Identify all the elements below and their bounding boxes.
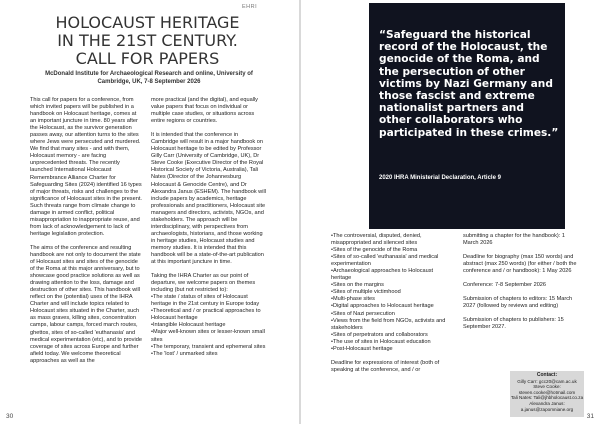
themes-list	[151, 294, 266, 357]
page-title	[30, 14, 265, 68]
list-item: • Sites of Nazi persecution	[331, 311, 451, 318]
text-column-2	[151, 97, 266, 358]
list-item: • Digital approaches to Holocaust heritage	[331, 303, 451, 310]
list-item: • Sites on the margins	[331, 282, 451, 289]
list-item: • The use of sites in Holocaust education	[331, 339, 451, 346]
title-line: CALL FOR PAPERS	[75, 49, 220, 68]
paragraph: It is intended that the conference in Cambridge will result in a major handbook on Holocaust heritage to be edited by Professor Gilly Carr (University of Cambridge, UK), Dr Steve Cooke (Executive Director of the Royal Historical Society of Victoria, Australia), Tali Nates (Director of the Johannesburg Holocaust & Genocide Centre), and Dr Alexandra Janus (ESHEM). The handbook will include papers by academics, heritage professionals and practitioners, Holocaust site managers and directors, activists, NGOs, and stakeholders. The approach will be interdisciplinary, with perspectives from archaeologists, historians, and those working in heritage studies, Holocaust studies and memory studies. It is intended that this handbook will be a state-of-the-art publication at this important juncture in time.	[151, 132, 266, 266]
page-number: 30	[6, 413, 14, 420]
deadline-paragraph: Deadline for expressions of interest (both of speaking at the conference, and / or	[331, 359, 440, 373]
title-line: HOLOCAUST HERITAGE	[55, 13, 240, 32]
header-tag: EHRI	[242, 4, 258, 10]
themes-list-continued	[331, 233, 451, 353]
list-item: • Archaeological approaches to Holocaust heritage	[331, 268, 451, 282]
paragraph: This call for papers for a conference, from which invited papers will be published in a handbook on Holocaust heritage, comes at an important juncture in time. 80 years after the Holocaust, as the survivor generation passes away, our attention turns to the sites where Jews were persecuted and murdered. We find that many sites - and with them, Holocaust memory - are facing unprecedented threats. The recently launched International Holocaust Remembrance Alliance Charter for Safeguarding Sites (2024) identified 16 types of major threats, risks and challenges to the significance of Holocaust sites in the present. Such threats range from climate change to damage in armed conflict, political misappropriation to inappropriate reuse, and from lack of acknowledgement to lack of heritage legislation protection.	[30, 97, 142, 237]
deadline-paragraph: Submission of chapters to publishers: 15 September 2027.	[463, 317, 564, 331]
deadline-paragraph: Conference: 7-8 September 2026	[463, 282, 547, 289]
contact-box	[510, 371, 584, 417]
list-item: • The controversial, disputed, denied, misappropriated and silenced sites	[331, 233, 451, 247]
quote-text: “Safeguard the historical record of the Holocaust, the genocide of the Roma, and the persecution of other victims by Nazi Germany and those fascist and extreme nationalist partners and other collaborators who participated in these crimes.”	[379, 29, 559, 139]
list-item: • Sites of so-called 'euthanasia' and medical experimentation	[331, 254, 451, 268]
paragraph: more practical (and the digital), and equally value papers that focus on individual or multiple case studies, or situations across entire regions or countries.	[151, 97, 258, 125]
list-item: • Major well-known sites or lesser-known small sites	[151, 329, 266, 343]
quote-source: 2020 IHRA Ministerial Declaration, Article 9	[379, 175, 501, 181]
right-page	[301, 0, 600, 424]
list-item: • Sites of multiple victimhood	[331, 289, 451, 296]
list-item: • Views from the field from NGOs, activists and stakeholders	[331, 318, 451, 332]
list-item: • Sites of perpetrators and collaborators	[331, 332, 451, 339]
list-item: • Multi-phase sites	[331, 296, 451, 303]
event-subtitle: McDonald Institute for Archaeological Research and online, University of Cambridge, UK, 7-8 September 2026	[45, 71, 253, 85]
contact-line: Alexandra Janus: a.janus@zapomniane.org	[520, 400, 574, 412]
text-column-1	[30, 97, 142, 372]
contact-line: Tali Nates: Tali@jhbholocaust.co.za	[510, 395, 584, 401]
list-item: • Intangible Holocaust heritage	[151, 322, 266, 329]
paragraph: The aims of the conference and resulting handbook are not only to document the state of Holocaust sites and sites of the genocide of the Roma at this major anniversary, but to showcase good practice solutions as well as drawing attention to the loss, damage and destruction of other sites. This handbook will reflect on the (potential) uses of the IHRA Charter and will include topics related to Holocaust sites situated in the Charter, such as mass graves, killing sites, concentration camps, labour camps, forced march routes, ghettos, sites of so-called 'euthanasia' and medical experimentation (etc), and to provide coverage of sites across Europe and further afield today. We welcome theoretical approaches as well as the	[30, 244, 142, 364]
list-item: • Post-Holocaust heritage	[331, 346, 451, 353]
list-item: • Theoretical and / or practical approaches to Holocaust heritage	[151, 308, 266, 322]
list-item: • The temporary, transient and ephemeral sites	[151, 344, 266, 351]
title-line: IN THE 21ST CENTURY.	[57, 31, 238, 50]
list-item: • The state / status of sites of Holocaust heritage in the 21st century in Europe today	[151, 294, 266, 308]
deadline-paragraph: submitting a chapter for the handbook): 1 March 2026	[463, 233, 565, 247]
deadline-paragraph: Deadline for biography (max 150 words) and abstract (max 250 words) (for either / both the conference and / or handbook): 1 May 2026	[463, 254, 577, 275]
quote-box	[369, 3, 565, 229]
list-item: • The 'lost' / unmarked sites	[151, 351, 266, 358]
left-page	[0, 0, 299, 424]
contact-line: Steve Cooke: steven.cooke@hotmail.com	[518, 384, 576, 395]
deadline-paragraph: Submission of chapters to editors: 15 March 2027 (followed by reviews and editing)	[463, 296, 573, 310]
list-item: • Sites of the genocide of the Roma	[331, 247, 451, 254]
contact-line: Gilly Carr: gcc20@cam.ac.uk	[517, 378, 577, 384]
paragraph: Taking the IHRA Charter as our point of departure, we welcome papers on themes including (but not restricted to):	[151, 273, 256, 294]
text-column-3	[331, 233, 451, 381]
text-column-4	[463, 233, 578, 338]
page-number: 31	[586, 413, 594, 420]
contact-title: Contact:	[536, 372, 558, 378]
